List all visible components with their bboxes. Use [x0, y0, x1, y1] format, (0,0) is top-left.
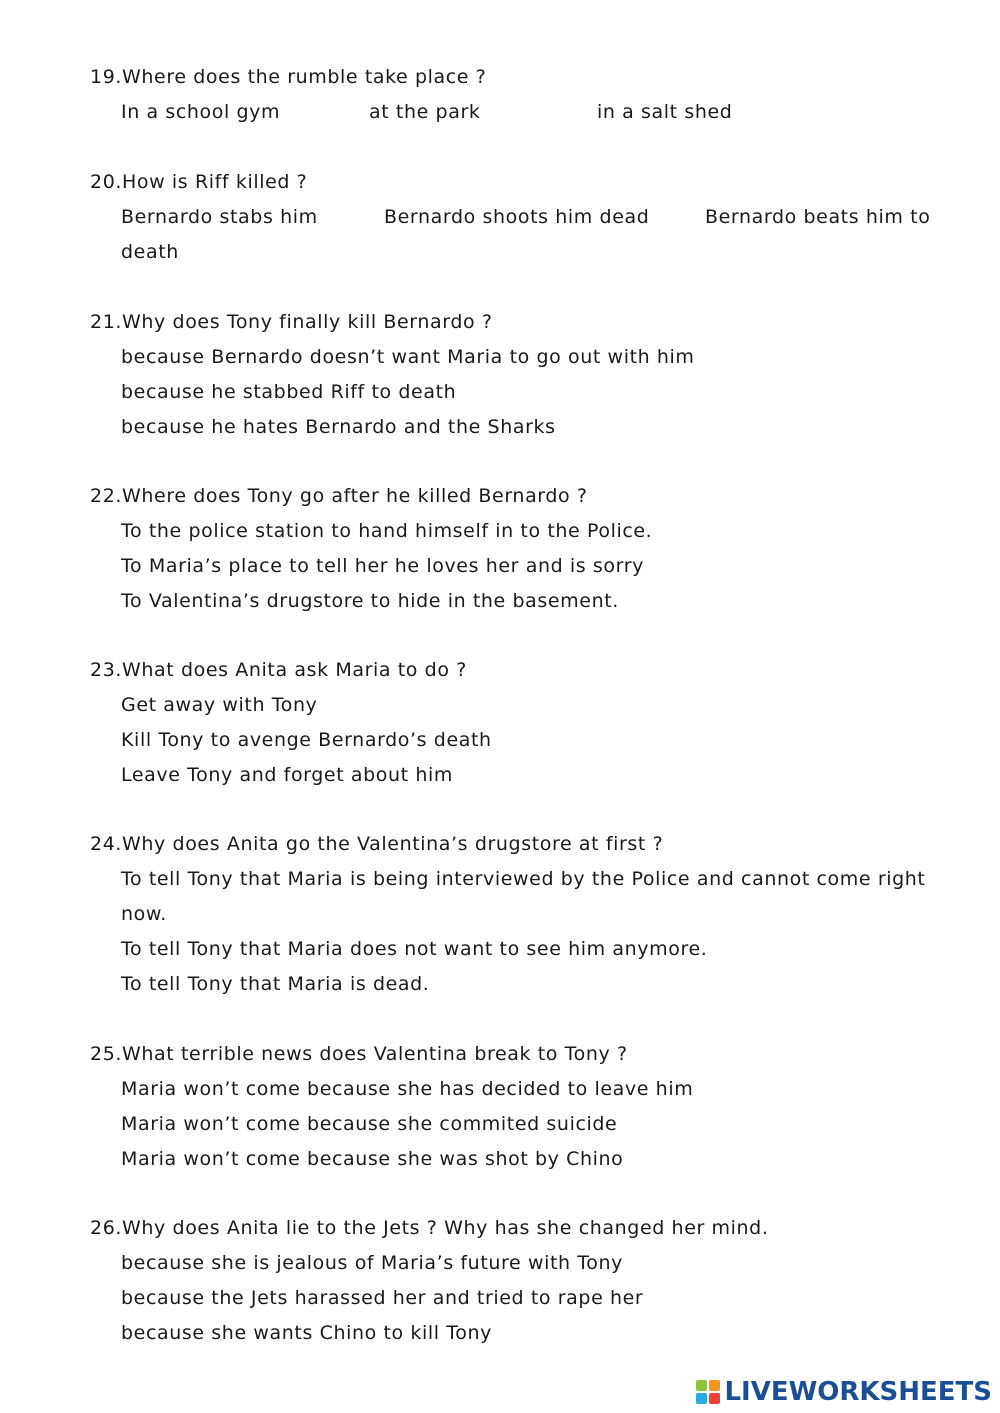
- question-25: [90, 1037, 950, 1177]
- answer-option-21-b[interactable]: because he stabbed Riff to death: [121, 381, 457, 403]
- answer-option-26-a[interactable]: because she is jealous of Maria’s future with Tony: [121, 1252, 623, 1274]
- question-number: 21.: [90, 311, 123, 333]
- question-prompt: Where does Tony go after he killed Bernardo ?: [122, 485, 588, 507]
- question-20-text: [90, 165, 950, 200]
- question-number: 22.: [90, 485, 123, 507]
- answer-option-19-b[interactable]: at the park: [369, 101, 481, 123]
- answer-option-22-b[interactable]: To Maria’s place to tell her he loves her and is sorry: [121, 555, 644, 577]
- answer-option-24-a-continued[interactable]: now.: [121, 903, 167, 925]
- answer-option-19-c[interactable]: in a salt shed: [597, 101, 733, 123]
- question-prompt: How is Riff killed ?: [122, 171, 308, 193]
- question-number: 24.: [90, 833, 123, 855]
- answer-option-23-a[interactable]: Get away with Tony: [121, 694, 318, 716]
- question-prompt: Why does Anita go the Valentina’s drugstore at first ?: [122, 833, 664, 855]
- question-prompt: Why does Anita lie to the Jets ? Why has she changed her mind.: [122, 1217, 769, 1239]
- answer-option-25-c[interactable]: Maria won’t come because she was shot by Chino: [121, 1148, 624, 1170]
- logo-square-orange: [709, 1380, 720, 1391]
- question-24: [90, 827, 950, 1002]
- answer-option-22-c[interactable]: To Valentina’s drugstore to hide in the basement.: [121, 590, 619, 612]
- question-21: [90, 305, 950, 445]
- question-prompt: Where does the rumble take place ?: [122, 66, 487, 88]
- answer-option-23-b[interactable]: Kill Tony to avenge Bernardo’s death: [121, 729, 492, 751]
- answer-option-21-c[interactable]: because he hates Bernardo and the Sharks: [121, 416, 556, 438]
- question-22: [90, 479, 950, 619]
- question-24-text: [90, 827, 950, 862]
- logo-square-green: [696, 1380, 707, 1391]
- liveworksheets-logo: [696, 1377, 992, 1407]
- answer-option-24-a[interactable]: To tell Tony that Maria is being interviewed by the Police and cannot come right: [121, 868, 926, 890]
- answer-option-20-b[interactable]: Bernardo shoots him dead: [384, 206, 650, 228]
- question-number: 20.: [90, 171, 123, 193]
- question-number: 25.: [90, 1043, 123, 1065]
- answer-option-22-a[interactable]: To the police station to hand himself in to the Police.: [121, 520, 653, 542]
- question-prompt: What terrible news does Valentina break to Tony ?: [122, 1043, 628, 1065]
- question-19-text: [90, 60, 950, 95]
- answer-option-19-a[interactable]: In a school gym: [121, 101, 281, 123]
- question-23-text: [90, 653, 950, 688]
- question-20: [90, 165, 950, 270]
- question-number: 26.: [90, 1217, 123, 1239]
- question-22-text: [90, 479, 950, 514]
- answer-option-25-b[interactable]: Maria won’t come because she commited suicide: [121, 1113, 618, 1135]
- logo-text: LIVEWORKSHEETS: [724, 1377, 992, 1407]
- answer-option-26-c[interactable]: because she wants Chino to kill Tony: [121, 1322, 492, 1344]
- answer-row: [90, 200, 950, 235]
- logo-square-blue: [696, 1393, 707, 1404]
- answer-option-24-c[interactable]: To tell Tony that Maria is dead.: [121, 973, 430, 995]
- question-prompt: Why does Tony finally kill Bernardo ?: [122, 311, 493, 333]
- question-23: [90, 653, 950, 793]
- answer-option-20-c-continued[interactable]: death: [121, 241, 179, 263]
- answer-option-24-b[interactable]: To tell Tony that Maria does not want to see him anymore.: [121, 938, 708, 960]
- question-prompt: What does Anita ask Maria to do ?: [122, 659, 467, 681]
- answer-option-21-a[interactable]: because Bernardo doesn’t want Maria to go out with him: [121, 346, 695, 368]
- answer-option-20-a[interactable]: Bernardo stabs him: [121, 206, 318, 228]
- question-19: [90, 60, 950, 130]
- question-number: 19.: [90, 66, 123, 88]
- answer-row: [90, 95, 950, 130]
- question-26: [90, 1211, 950, 1351]
- question-21-text: [90, 305, 950, 340]
- answer-option-25-a[interactable]: Maria won’t come because she has decided to leave him: [121, 1078, 694, 1100]
- answer-option-23-c[interactable]: Leave Tony and forget about him: [121, 764, 453, 786]
- question-number: 23.: [90, 659, 123, 681]
- logo-grid-icon: [696, 1380, 720, 1404]
- answer-option-26-b[interactable]: because the Jets harassed her and tried to rape her: [121, 1287, 644, 1309]
- logo-square-red: [709, 1393, 720, 1404]
- question-26-text: [90, 1211, 950, 1246]
- question-25-text: [90, 1037, 950, 1072]
- answer-option-20-c[interactable]: Bernardo beats him to: [705, 206, 931, 228]
